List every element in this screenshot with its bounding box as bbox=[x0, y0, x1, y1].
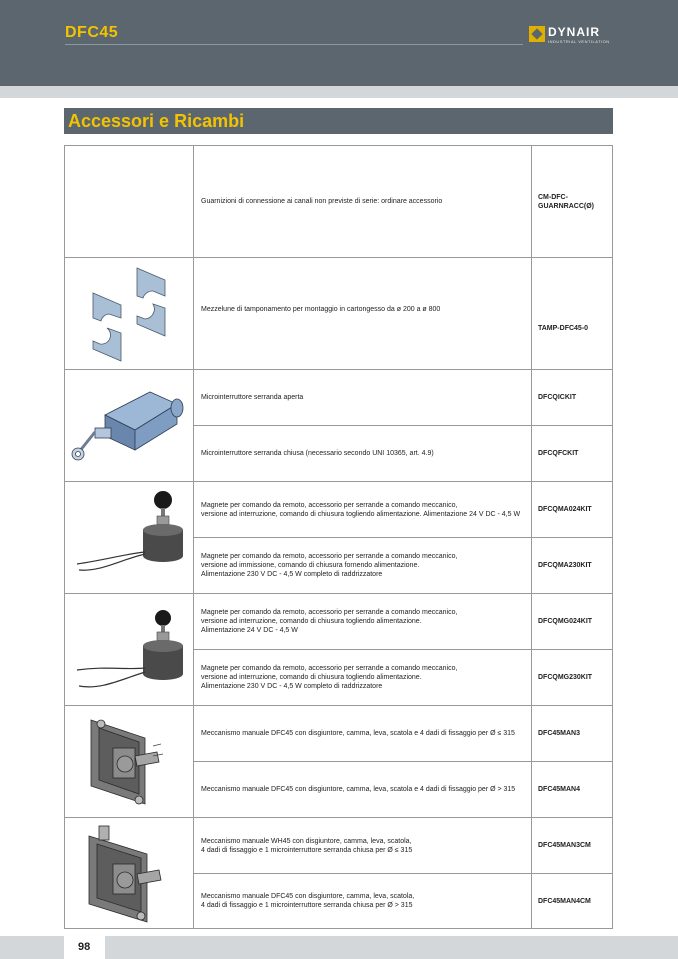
manual-mechanism-icon bbox=[64, 706, 194, 817]
table-row bbox=[194, 706, 613, 762]
page-number: 98 bbox=[78, 941, 91, 953]
row-code: DFC45MAN3CM bbox=[532, 818, 613, 873]
row-code: TAMP-DFC45-0 bbox=[532, 258, 613, 369]
row-code: DFC45MAN4CM bbox=[532, 874, 613, 928]
row-code: DFCQICKIT bbox=[532, 370, 613, 425]
row-description: Magnete per comando da remoto, accessorio per serrande a comando meccanico, versione ad interruzione, comando di chiusura togliendo alimentazione. Alimentazione 24 V DC - 4,5 W bbox=[194, 482, 532, 537]
table-group bbox=[64, 146, 613, 258]
table-row bbox=[194, 370, 613, 426]
table-row bbox=[194, 650, 613, 705]
row-description: Guarnizioni di connessione ai canali non previste di serie: ordinare accessorio bbox=[194, 146, 532, 257]
microswitch-icon bbox=[64, 370, 194, 481]
brand-logo bbox=[529, 26, 610, 48]
table-group bbox=[64, 482, 613, 594]
header-strip bbox=[0, 86, 678, 98]
model-title: DFC45 bbox=[65, 24, 119, 41]
row-code: DFCQMA230KIT bbox=[532, 538, 613, 593]
table-row bbox=[194, 874, 613, 928]
row-code: DFCQMA024KIT bbox=[532, 482, 613, 537]
row-description: Meccanismo manuale DFC45 con disgiuntore, camma, leva, scatola e 4 dadi di fissaggio per Ø ≤ 315 bbox=[194, 706, 532, 761]
magnet-icon bbox=[64, 482, 194, 593]
page-header bbox=[0, 0, 678, 86]
row-description: Magnete per comando da remoto, accessorio per serrande a comando meccanico, versione ad immissione, comando di chiusura fornendo alimentazione. Alimentazione 230 V DC - 4,5 W completo di raddrizzatore bbox=[194, 538, 532, 593]
row-description: Meccanismo manuale DFC45 con disgiuntore, camma, leva, scatola e 4 dadi di fissaggio per Ø > 315 bbox=[194, 762, 532, 817]
row-description: Magnete per comando da remoto, accessorio per serrande a comando meccanico, versione ad interruzione, comando di chiusura togliendo alimentazione. Alimentazione 24 V DC - 4,5 W bbox=[194, 594, 532, 649]
row-code: CM-DFC- GUARNRACC(Ø) bbox=[532, 146, 613, 257]
accessories-table bbox=[64, 145, 613, 927]
table-group bbox=[64, 258, 613, 370]
table-group bbox=[64, 594, 613, 706]
row-description: Meccanismo manuale DFC45 con disgiuntore, camma, leva, scatola, 4 dadi di fissaggio e 1 microinterruttore serranda chiusa per Ø > 315 bbox=[194, 874, 532, 928]
table-row bbox=[194, 762, 613, 817]
table-row bbox=[194, 146, 613, 257]
row-code: DFCQMG024KIT bbox=[532, 594, 613, 649]
header-divider bbox=[65, 44, 523, 45]
table-row bbox=[194, 538, 613, 593]
table-group bbox=[64, 706, 613, 818]
empty-image-cell bbox=[64, 146, 194, 257]
magnet-icon bbox=[64, 594, 194, 705]
row-code: DFC45MAN3 bbox=[532, 706, 613, 761]
section-header bbox=[64, 108, 613, 134]
logo-mark-icon bbox=[529, 26, 545, 42]
table-row bbox=[194, 258, 613, 369]
row-code: DFCQFCKIT bbox=[532, 426, 613, 481]
table-row bbox=[194, 426, 613, 481]
table-row bbox=[194, 482, 613, 538]
brand-tagline: INDUSTRIAL VENTILATION bbox=[548, 39, 610, 44]
table-group bbox=[64, 818, 613, 929]
manual-mechanism-icon bbox=[64, 818, 194, 928]
row-code: DFC45MAN4 bbox=[532, 762, 613, 817]
section-title: Accessori e Ricambi bbox=[68, 111, 245, 131]
table-row bbox=[194, 594, 613, 650]
row-code: DFCQMG230KIT bbox=[532, 650, 613, 705]
row-description: Microinterruttore serranda chiusa (necessario secondo UNI 10365, art. 4.9) bbox=[194, 426, 532, 481]
row-description: Meccanismo manuale WH45 con disgiuntore, camma, leva, scatola, 4 dadi di fissaggio e 1 microinterruttore serranda chiusa per Ø ≤ 315 bbox=[194, 818, 532, 873]
table-group bbox=[64, 370, 613, 482]
brand-name: DYNAIR bbox=[548, 25, 601, 39]
row-description: Microinterruttore serranda aperta bbox=[194, 370, 532, 425]
table-row bbox=[194, 818, 613, 874]
half-moon-plates-icon bbox=[64, 258, 194, 369]
row-description: Mezzelune di tamponamento per montaggio in cartongesso da ø 200 a ø 800 bbox=[194, 258, 532, 369]
row-description: Magnete per comando da remoto, accessorio per serrande a comando meccanico, versione ad interruzione, comando di chiusura togliendo alimentazione. Alimentazione 230 V DC - 4,5 W completo di raddrizzatore bbox=[194, 650, 532, 705]
